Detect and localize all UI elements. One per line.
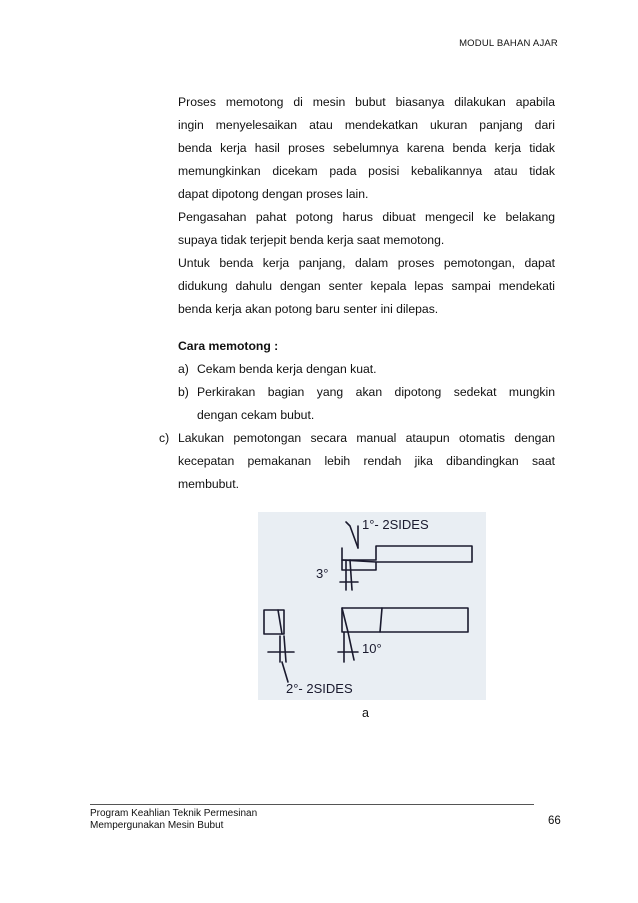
text-line: memungkinkan dicekam pada posisi kebalikannya atau tidak <box>178 164 555 179</box>
angle-label-bottom: 2°- 2SIDES <box>286 681 353 696</box>
step-c-marker: c) <box>159 431 170 445</box>
section-title: Cara memotong : <box>178 339 279 353</box>
text-line: kecepatan pemakanan lebih rendah jika dibandingkan saat <box>178 454 555 469</box>
step-c-text <box>178 427 555 496</box>
text-line: Pengasahan pahat potong harus dibuat mengecil ke belakang <box>178 210 555 224</box>
parting-tool-drawing <box>258 512 486 700</box>
text-line: dengan cekam bubut. <box>197 408 315 423</box>
footer-line-program: Program Keahlian Teknik Permesinan <box>90 808 258 819</box>
step-b-marker: b) <box>178 385 189 399</box>
text-line: dapat dipotong dengan proses lain. <box>178 187 369 202</box>
text-line: Lakukan pemotongan secara manual ataupun otomatis dengan <box>178 431 555 445</box>
text-line: benda kerja hasil proses sebelumnya karena benda kerja tidak <box>178 141 555 156</box>
angle-label-3: 3° <box>316 566 329 581</box>
angle-label-10: 10° <box>362 641 382 656</box>
step-a-marker: a) <box>178 362 189 376</box>
text-line: didukung dahulu dengan senter kepala lepas sampai mendekati <box>178 279 555 294</box>
step-a-text: Cekam benda kerja dengan kuat. <box>197 362 377 376</box>
footer-divider <box>90 804 534 805</box>
angle-label-top: 1°- 2SIDES <box>362 517 429 532</box>
text-line: Untuk benda kerja panjang, dalam proses pemotongan, dapat <box>178 256 555 270</box>
paragraph-cutting-intro <box>178 91 555 206</box>
text-line: Proses memotong di mesin bubut biasanya dilakukan apabila <box>178 95 555 109</box>
figure-caption: a <box>362 706 369 720</box>
text-line: Perkirakan bagian yang akan dipotong sedekat mungkin <box>197 385 555 399</box>
footer-line-module: Mempergunakan Mesin Bubut <box>90 820 224 831</box>
parting-tool-figure <box>258 512 486 700</box>
paragraph-grinding <box>178 206 555 252</box>
text-line: supaya tidak terjepit benda kerja saat memotong. <box>178 233 445 248</box>
step-b-text <box>197 381 555 427</box>
module-header: MODUL BAHAN AJAR <box>459 38 558 49</box>
text-line: membubut. <box>178 477 239 492</box>
paragraph-long-workpiece <box>178 252 555 321</box>
page-number: 66 <box>548 815 561 827</box>
text-line: benda kerja akan potong baru senter ini dilepas. <box>178 302 439 317</box>
text-line: ingin menyelesaikan atau mendekatkan ukuran panjang dari <box>178 118 555 133</box>
footer-text <box>90 808 257 832</box>
